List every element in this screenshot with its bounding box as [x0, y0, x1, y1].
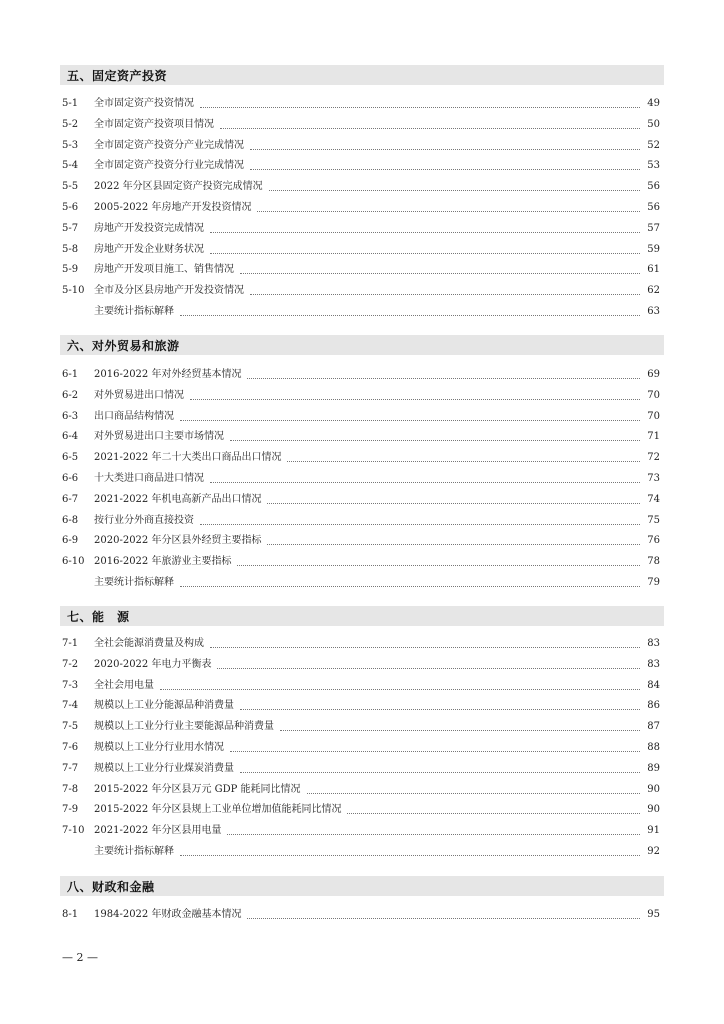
entry-number: 7-3 [62, 679, 79, 691]
dot-leader [200, 523, 640, 525]
dot-leader [210, 252, 640, 254]
entry-number: 7-2 [62, 658, 79, 670]
section-header [60, 335, 664, 355]
entry-number: 5-8 [62, 243, 79, 255]
dot-leader [240, 272, 640, 274]
entry-number: 7-10 [62, 825, 85, 837]
entry-number: 6-4 [62, 431, 79, 443]
dot-leader [180, 419, 640, 421]
entry-title: 规模以上工业分行业主要能源品种消费量 [94, 721, 274, 733]
entry-title: 主要统计指标解释 [94, 577, 174, 588]
section-title: 七、能 源 [67, 610, 130, 624]
dot-leader [287, 460, 640, 462]
toc-entry[interactable] [62, 656, 660, 674]
toc-entry[interactable] [62, 553, 660, 571]
entry-page: 76 [647, 535, 660, 547]
entry-page: 83 [647, 658, 660, 670]
toc-entry[interactable] [62, 137, 660, 155]
entry-page: 56 [647, 202, 660, 213]
section-title: 五、固定资产投资 [67, 69, 168, 83]
entry-page: 95 [647, 909, 660, 920]
entry-page: 59 [647, 243, 660, 255]
entry-title: 主要统计指标解释 [94, 306, 174, 317]
entry-page: 87 [647, 721, 660, 733]
toc-entry[interactable] [62, 220, 660, 238]
entry-page: 52 [647, 139, 660, 151]
section-title: 六、对外贸易和旅游 [67, 339, 180, 353]
entry-number: 5-5 [62, 181, 79, 193]
entry-title: 出口商品结构情况 [94, 410, 174, 422]
toc-entry[interactable] [62, 697, 660, 715]
entry-title: 2016-2022 年旅游业主要指标 [94, 556, 232, 568]
entry-page: 89 [647, 762, 660, 774]
entry-number: 5-6 [62, 202, 79, 213]
entry-number: 7-9 [62, 804, 79, 816]
entry-title: 十大类进口商品进口情况 [94, 473, 204, 484]
entry-number: 6-3 [62, 410, 79, 422]
entry-title: 主要统计指标解释 [94, 846, 174, 857]
entry-page: 90 [647, 804, 660, 816]
dot-leader [247, 377, 640, 379]
dot-leader [210, 481, 640, 483]
entry-title: 全市固定资产投资分行业完成情况 [94, 160, 244, 172]
entry-title: 全社会能源消费量及构成 [94, 638, 204, 649]
entry-title: 2021-2022 年二十大类出口商品出口情况 [94, 452, 282, 464]
toc-entry[interactable] [62, 95, 660, 113]
entry-page: 83 [647, 638, 660, 649]
toc-entry[interactable] [62, 366, 660, 384]
entry-page: 91 [647, 825, 660, 837]
toc-entry[interactable] [62, 574, 660, 592]
section-header [60, 876, 664, 896]
toc-entry[interactable] [62, 408, 660, 426]
dot-leader [227, 833, 640, 835]
dot-leader [220, 127, 640, 129]
entry-number: 5-10 [62, 285, 85, 297]
entry-number: 7-4 [62, 700, 79, 712]
entry-number: 5-2 [62, 118, 79, 130]
entry-title: 2020-2022 年电力平衡表 [94, 658, 212, 670]
toc-entry[interactable] [62, 303, 660, 321]
entry-page: 90 [647, 783, 660, 795]
entry-number: 7-5 [62, 721, 79, 733]
section-header [60, 606, 664, 626]
entry-page: 73 [647, 473, 660, 484]
section-title: 八、财政和金融 [67, 880, 155, 894]
entry-title: 2022 年分区县固定资产投资完成情况 [94, 181, 263, 193]
toc-entry[interactable] [62, 470, 660, 488]
entry-title: 规模以上工业分行业用水情况 [94, 742, 224, 753]
dot-leader [250, 148, 640, 150]
toc-entry[interactable] [62, 677, 660, 695]
entry-title: 对外贸易进出口主要市场情况 [94, 431, 224, 443]
entry-page: 70 [647, 389, 660, 401]
entry-title: 按行业分外商直接投资 [94, 514, 194, 526]
toc-entry[interactable] [62, 178, 660, 196]
entry-page: 62 [647, 285, 660, 297]
entry-page: 53 [647, 160, 660, 172]
toc-entry[interactable] [62, 532, 660, 550]
entry-title: 2021-2022 年分区县用电量 [94, 825, 222, 837]
entry-number: 6-10 [62, 556, 85, 568]
entry-page: 78 [647, 556, 660, 568]
toc-entry[interactable] [62, 512, 660, 530]
entry-title: 2015-2022 年分区县万元 GDP 能耗同比情况 [94, 783, 301, 795]
entry-page: 79 [647, 577, 660, 588]
entry-title: 规模以上工业分能源品种消费量 [94, 700, 234, 712]
entry-page: 71 [647, 431, 660, 443]
dot-leader [307, 792, 640, 794]
entry-title: 房地产开发项目施工、销售情况 [94, 264, 234, 276]
entry-number: 6-7 [62, 493, 79, 505]
dot-leader [240, 708, 640, 710]
entry-title: 2005-2022 年房地产开发投资情况 [94, 202, 252, 213]
toc-entry[interactable] [62, 282, 660, 300]
section-header [60, 65, 664, 85]
toc-entry[interactable] [62, 199, 660, 217]
dot-leader [210, 646, 640, 648]
toc-entry[interactable] [62, 241, 660, 259]
entry-number: 5-3 [62, 139, 79, 151]
page-number: — 2 — [62, 951, 98, 964]
entry-title: 2020-2022 年分区县外经贸主要指标 [94, 535, 262, 547]
dot-leader [267, 502, 640, 504]
entry-number: 6-8 [62, 514, 79, 526]
dot-leader [217, 667, 640, 669]
entry-page: 70 [647, 410, 660, 422]
entry-page: 57 [647, 222, 660, 234]
toc-entry[interactable] [62, 760, 660, 778]
dot-leader [240, 771, 640, 773]
entry-page: 86 [647, 700, 660, 712]
toc-entry[interactable] [62, 157, 660, 175]
entry-page: 50 [647, 118, 660, 130]
entry-number: 5-9 [62, 264, 79, 276]
entry-page: 84 [647, 679, 660, 691]
dot-leader [257, 210, 640, 212]
entry-title: 全市固定资产投资分产业完成情况 [94, 139, 244, 151]
entry-number: 5-4 [62, 160, 79, 172]
entry-number: 7-6 [62, 742, 79, 753]
entry-title: 全社会用电量 [94, 679, 154, 691]
entry-title: 对外贸易进出口情况 [94, 389, 184, 401]
dot-leader [267, 543, 640, 545]
entry-title: 全市及分区县房地产开发投资情况 [94, 285, 244, 297]
entry-page: 61 [647, 264, 660, 276]
entry-number: 8-1 [62, 909, 79, 920]
toc-entry[interactable] [62, 801, 660, 819]
entry-title: 规模以上工业分行业煤炭消费量 [94, 762, 234, 774]
entry-title: 2016-2022 年对外经贸基本情况 [94, 369, 242, 380]
entry-page: 88 [647, 742, 660, 753]
entry-number: 6-2 [62, 389, 79, 401]
dot-leader [347, 812, 640, 814]
dot-leader [237, 564, 640, 566]
entry-title: 全市固定资产投资情况 [94, 98, 194, 109]
entry-page: 49 [647, 98, 660, 109]
entry-number: 5-1 [62, 98, 79, 109]
toc-entry[interactable] [62, 635, 660, 653]
entry-page: 72 [647, 452, 660, 464]
dot-leader [180, 854, 640, 856]
toc-entry[interactable] [62, 387, 660, 405]
entry-number: 5-7 [62, 222, 79, 234]
dot-leader [280, 729, 640, 731]
toc-entry[interactable] [62, 116, 660, 134]
entry-number: 6-5 [62, 452, 79, 464]
toc-entry[interactable] [62, 739, 660, 757]
dot-leader [269, 189, 640, 191]
dot-leader [190, 398, 640, 400]
entry-title: 房地产开发企业财务状况 [94, 243, 204, 255]
entry-title: 全市固定资产投资项目情况 [94, 118, 214, 130]
entry-number: 7-1 [62, 638, 79, 649]
dot-leader [200, 106, 640, 108]
dot-leader [250, 168, 640, 170]
entry-number: 7-8 [62, 783, 79, 795]
toc-entry[interactable] [62, 781, 660, 799]
dot-leader [160, 688, 640, 690]
entry-title: 1984-2022 年财政金融基本情况 [94, 909, 242, 920]
entry-title: 房地产开发投资完成情况 [94, 222, 204, 234]
dot-leader [180, 314, 640, 316]
dot-leader [230, 439, 640, 441]
toc-entry[interactable] [62, 822, 660, 840]
toc-entry[interactable] [62, 843, 660, 861]
entry-title: 2021-2022 年机电高新产品出口情况 [94, 493, 262, 505]
dot-leader [230, 750, 640, 752]
toc-entry[interactable] [62, 428, 660, 446]
entry-page: 75 [647, 514, 660, 526]
dot-leader [250, 293, 640, 295]
toc-entry[interactable] [62, 449, 660, 467]
entry-page: 74 [647, 493, 660, 505]
toc-entry[interactable] [62, 906, 660, 924]
dot-leader [180, 585, 640, 587]
dot-leader [210, 231, 640, 233]
entry-page: 63 [647, 306, 660, 317]
toc-entry[interactable] [62, 261, 660, 279]
toc-entry[interactable] [62, 718, 660, 736]
toc-entry[interactable] [62, 491, 660, 509]
entry-number: 6-1 [62, 369, 79, 380]
entry-page: 92 [647, 846, 660, 857]
entry-number: 6-9 [62, 535, 79, 547]
entry-title: 2015-2022 年分区县规上工业单位增加值能耗同比情况 [94, 804, 342, 816]
entry-number: 7-7 [62, 762, 79, 774]
entry-page: 56 [647, 181, 660, 193]
dot-leader [247, 917, 640, 919]
entry-page: 69 [647, 369, 660, 380]
entry-number: 6-6 [62, 473, 79, 484]
